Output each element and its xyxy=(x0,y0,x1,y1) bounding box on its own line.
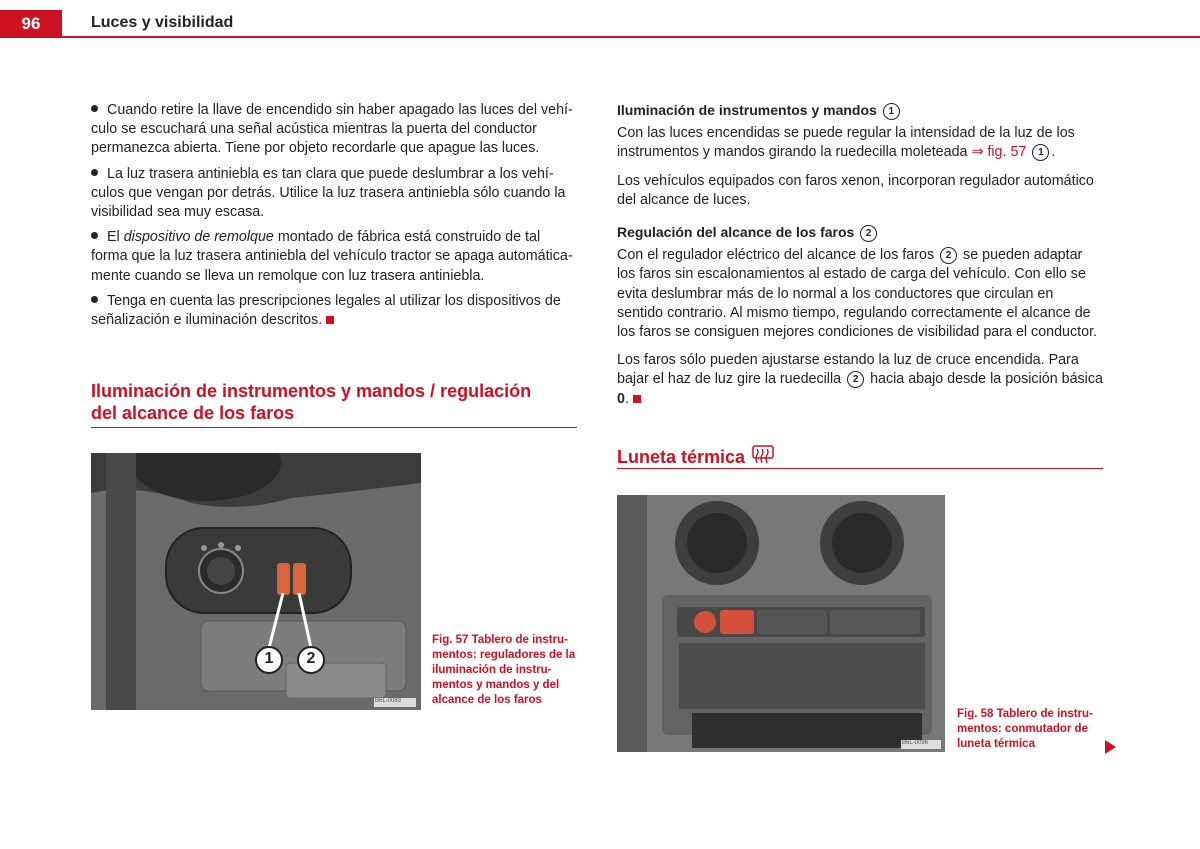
bullet-text: El xyxy=(107,229,124,246)
section-rule xyxy=(91,427,577,428)
bullet-icon xyxy=(91,296,98,303)
bullet-item xyxy=(91,165,577,223)
figure-code: B6L-0096 xyxy=(902,740,929,746)
paragraph-text: Con el regulador eléctrico del alcance de los faros xyxy=(617,247,939,264)
bullet-icon xyxy=(91,169,98,176)
page-number: 96 xyxy=(0,10,62,38)
paragraph-text: . xyxy=(1051,144,1056,161)
subheading-illumination xyxy=(617,101,1103,120)
section-title-illumination: Iluminación de instrumentos y mandos / regulación del alcance de los faros xyxy=(91,381,532,423)
bullet-text: Cuando retire la llave de encendido sin haber apagado las luces del vehículo se escuchará una señal acústica mientras la puerta del conductor permanezca abierta. Tiene por objeto recordarle que apague las luces. xyxy=(91,102,573,157)
callout-2: 2 xyxy=(306,650,316,667)
position-zero: 0 xyxy=(617,390,625,407)
figure-57-dashboard-controls xyxy=(91,453,421,710)
paragraph xyxy=(617,124,1103,162)
section-title-text: Luneta térmica xyxy=(617,447,746,467)
header-rule xyxy=(62,36,1200,38)
bullet-item xyxy=(91,101,577,159)
callout-ref: 1 xyxy=(883,103,900,120)
chapter-title: Luces y visibilidad xyxy=(91,14,234,31)
figure-57-caption: Fig. 57 Tablero de instrumentos: reguladores de la iluminación de instrumentos y mandos y del alcance de los faros xyxy=(432,634,576,706)
section-rule xyxy=(617,468,1103,469)
paragraph-text: hacia abajo desde la posición básica xyxy=(866,371,1103,388)
page-header xyxy=(0,0,1200,38)
callout-ref: 1 xyxy=(1032,144,1049,161)
next-page-arrow-icon xyxy=(1105,740,1116,754)
bullet-item xyxy=(91,228,577,286)
figure-58-rear-defroster-switch xyxy=(617,495,945,752)
rear-defroster-icon xyxy=(752,445,774,470)
bullet-text: montado de fábrica está construido de tal forma que la luz trasera antiniebla del vehículo tractor se apaga automáticamente cuando se lleva un remolque con luz trasera antiniebla. xyxy=(91,229,573,284)
bullet-icon xyxy=(91,232,98,239)
paragraph-text: Con las luces encendidas se puede regular la intensidad de la luz de los instrumentos y mandos girando la ruedecilla moleteada xyxy=(617,125,1075,161)
paragraph-text: se pueden adaptar los faros sin escalonamientos al estado de carga del vehículo. Con ello se evita deslumbrar más de lo normal a los conductores que circulan en sentido contrario. Al mismo tiempo, regulando correctamente el alcance de los faros se consiguen mejores condiciones de visibilidad para el conductor. xyxy=(617,247,1098,341)
end-of-section-icon xyxy=(633,395,641,403)
figure-code: B6L-0083 xyxy=(375,698,402,704)
left-column xyxy=(91,101,577,336)
subheading-text: Regulación del alcance de los faros xyxy=(617,224,855,241)
figure-link[interactable]: ⇒ fig. 57 xyxy=(971,144,1027,161)
bullet-icon xyxy=(91,105,98,112)
callout-ref: 2 xyxy=(940,247,957,264)
bullet-text: La luz trasera antiniebla es tan clara que puede deslumbrar a los vehículos que vengan por detrás. Utilice la luz trasera antiniebla sólo cuando la visibilidad sea muy escasa. xyxy=(91,165,566,221)
bullet-emphasis: dispositivo de remolque xyxy=(123,229,274,246)
end-of-section-icon xyxy=(326,316,334,324)
bullet-item xyxy=(91,292,577,330)
paragraph xyxy=(617,351,1103,409)
right-column xyxy=(617,101,1103,409)
bullet-text: Tenga en cuenta las prescripciones legales al utilizar los dispositivos de señalización e iluminación descritos. xyxy=(91,292,561,329)
paragraph-text: . xyxy=(624,390,629,407)
section-title-rear-defroster xyxy=(617,445,917,470)
callout-ref: 2 xyxy=(847,371,864,388)
figure-58-caption: Fig. 58 Tablero de instrumentos: conmutador de luneta térmica xyxy=(957,708,1093,750)
paragraph: Los vehículos equipados con faros xenon, incorporan regulador automático del alcance de luces. xyxy=(617,172,1094,208)
subheading-range xyxy=(617,223,1103,242)
callout-ref: 2 xyxy=(860,225,877,242)
callout-1: 1 xyxy=(264,650,274,667)
paragraph-text: Los faros sólo pueden ajustarse estando la luz de cruce encendida. Para bajar el haz de luz gire la ruedecilla xyxy=(617,352,1079,388)
paragraph xyxy=(617,246,1103,342)
subheading-text: Iluminación de instrumentos y mandos xyxy=(617,102,877,118)
